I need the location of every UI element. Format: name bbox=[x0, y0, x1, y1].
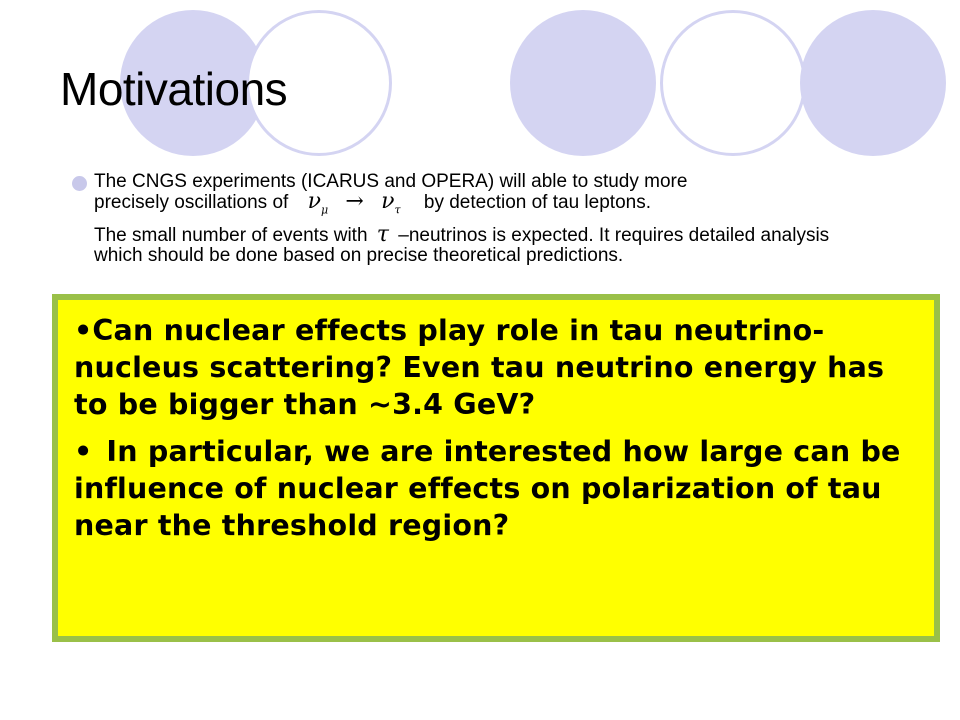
slide-title: Motivations bbox=[60, 63, 288, 115]
math-arrow: → bbox=[345, 189, 364, 214]
callout-text-1: Can nuclear effects play role in tau neutrino-nucleus scattering? Even tau neutrino energy has to be bigger than ~3.4 GeV? bbox=[74, 314, 885, 421]
bullet-paragraph-1 bbox=[94, 172, 854, 220]
callout-item-1 bbox=[74, 312, 920, 423]
decor-ring-4 bbox=[660, 10, 806, 156]
decor-circle-5 bbox=[800, 10, 946, 156]
paragraph-2 bbox=[94, 222, 864, 266]
bullet1-line2-before: precisely oscillations of bbox=[94, 192, 289, 213]
decor-circle-3 bbox=[510, 10, 656, 156]
math-tau: τ bbox=[376, 222, 389, 247]
para2-after: –neutrinos is expected. It requires detailed analysis which should be done based on precise theoretical predictions. bbox=[94, 225, 830, 266]
callout-bullet-2: • bbox=[74, 435, 93, 468]
bullet1-line1: The CNGS experiments (ICARUS and OPERA) will able to study more bbox=[94, 171, 688, 192]
math-nu-mu: $\nu_\mu$ bbox=[307, 189, 329, 217]
bullet1-line2-after: by detection of tau leptons. bbox=[423, 192, 651, 213]
callout-text-2: In particular, we are interested how large can be influence of nuclear effects on polarization of tau near the threshold region? bbox=[74, 435, 901, 542]
callout-bullet-1: • bbox=[74, 314, 93, 347]
callout-box bbox=[52, 294, 940, 642]
bullet-icon bbox=[72, 176, 87, 191]
para2-before: The small number of events with bbox=[94, 225, 368, 246]
callout-item-2 bbox=[74, 433, 920, 544]
math-nu-tau: $\nu_\tau$ bbox=[381, 189, 401, 217]
